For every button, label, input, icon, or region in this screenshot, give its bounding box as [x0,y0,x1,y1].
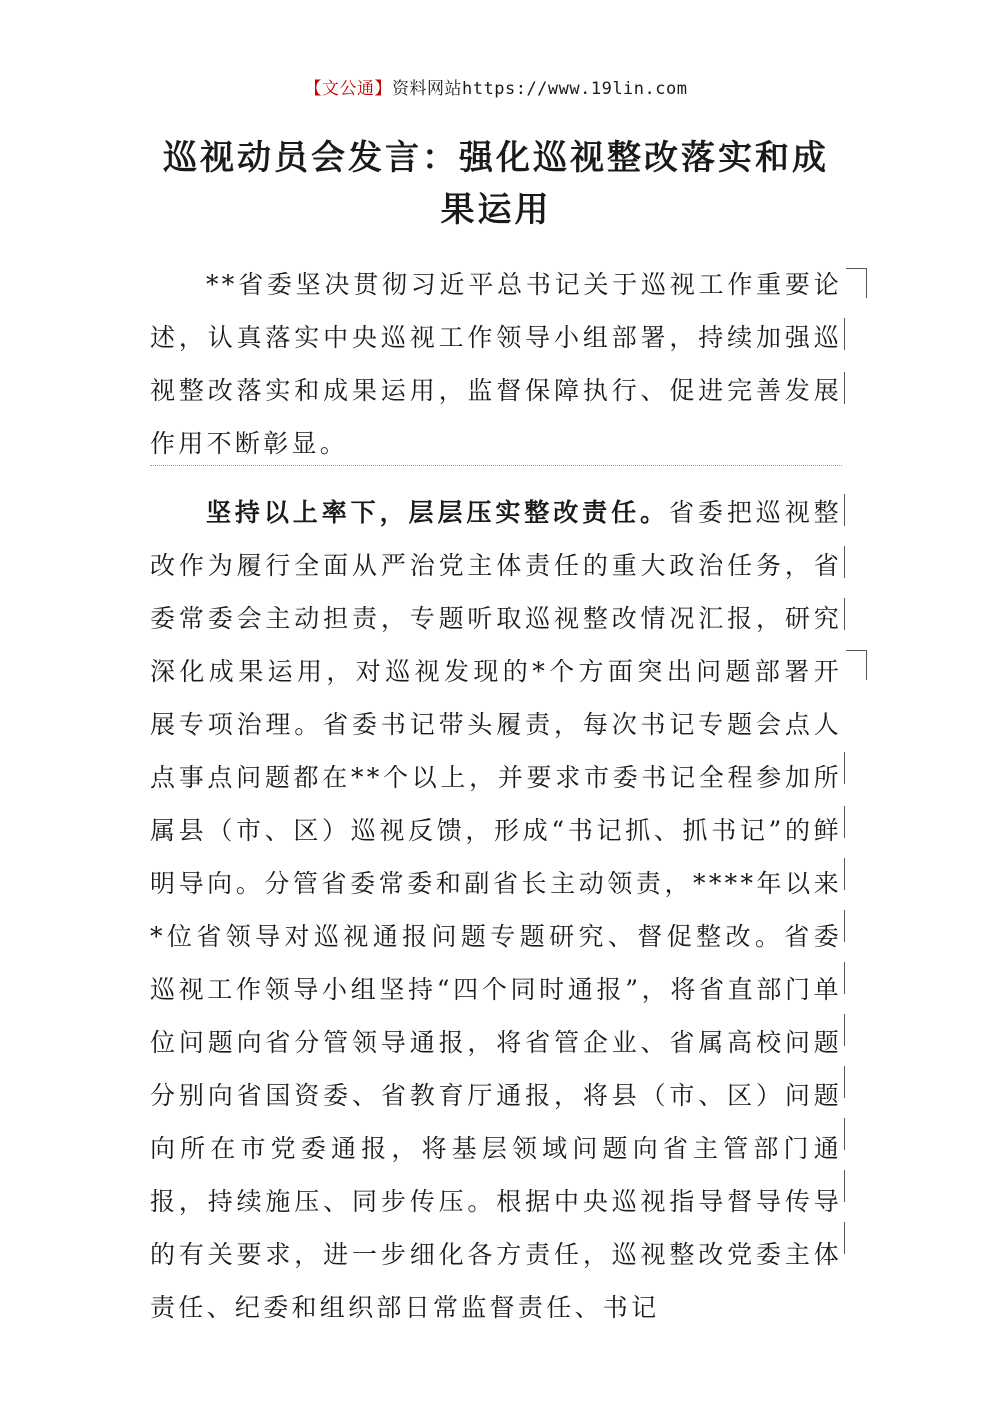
margin-tick [846,650,866,651]
margin-mark [844,752,845,784]
margin-mark [844,598,845,630]
header-brand: 【文公通】 [304,79,393,99]
margin-mark [844,1170,845,1202]
paragraph-intro-text: **省委坚决贯彻习近平总书记关于巡视工作重要论述，认真落实中央巡视工作领导小组部署，持续加强巡视整改落实和成果运用，监督保障执行、促进完善发展作用不断彰显。 [150,270,842,458]
margin-mark [844,910,845,942]
document-title: 巡视动员会发言：强化巡视整改落实和成果运用 [163,138,829,230]
margin-tick [846,268,866,269]
header-url[interactable]: https://www.19lin.com [462,79,688,99]
header-site-name: 资料网站 [392,79,463,99]
paragraph-responsibility-text: 省委把巡视整改作为履行全面从严治党主体责任的重大政治任务，省委常委会主动担责，专题听取巡视整改情况汇报，研究深化成果运用，对巡视发现的*个方面突出问题部署开展专项治理。省委书记带头履责，每次书记专题会点人点事点问题都在**个以上，并要求市委书记全程参加所属县（市、区）巡视反馈，形成“书记抓、抓书记”的鲜明导向。分管省委常委和副省长主动领责，****年以来*位省领导对巡视通报问题专题研究、督促整改。省委巡视工作领导小组坚持“四个同时通报”，将省直部门单位问题向省分管领导通报，将省管企业、省属高校问题分别向省国资委、省教育厅通报，将县（市、区）问题向所在市党委通报，将基层领域问题向省主管部门通报，持续施压、同步传压。根据中央巡视指导督导传导的有关要求，进一步细化各方责任，巡视整改党委主体责任、纪委和组织部日常监督责任、书记 [150,498,842,1322]
margin-mark [844,858,845,890]
margin-mark [844,1066,845,1098]
margin-mark [866,268,867,298]
margin-mark [844,1222,845,1254]
margin-mark [844,1118,845,1150]
margin-mark [844,318,845,350]
margin-mark [844,806,845,838]
margin-mark [844,372,845,404]
margin-mark [844,546,845,578]
paragraph-responsibility [150,486,842,1334]
section-divider [150,465,842,466]
margin-mark [844,1014,845,1046]
paragraph-lead-heading: 坚持以上率下，层层压实整改责任。 [206,498,669,527]
margin-mark [844,494,845,526]
paragraph-intro [150,258,842,470]
margin-mark [866,650,867,680]
page-header [0,74,992,99]
margin-mark [844,962,845,994]
